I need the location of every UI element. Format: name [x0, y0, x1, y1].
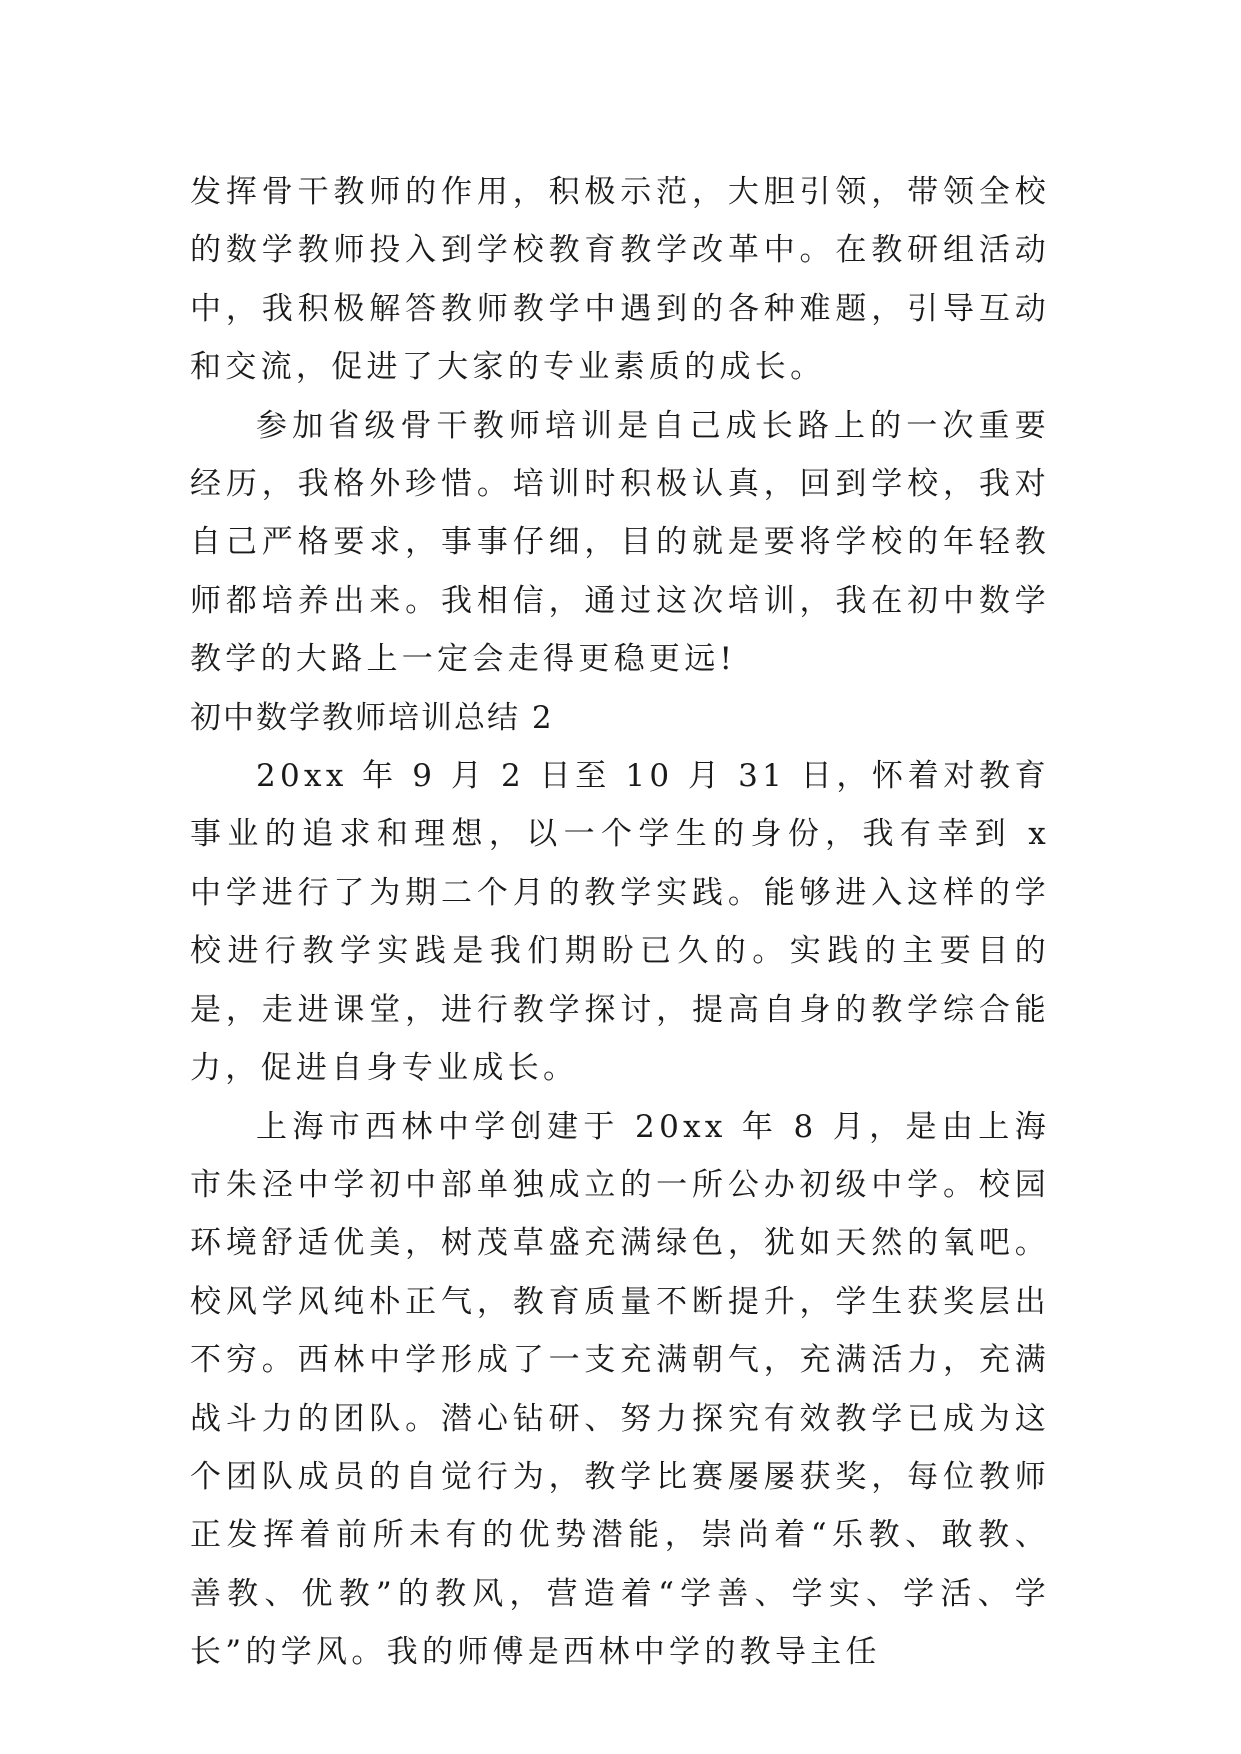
document-body: [190, 163, 1050, 1682]
section-title: 初中数学教师培训总结 2: [190, 699, 554, 736]
paragraph-practice-intro: 20xx 年 9 月 2 日至 10 月 31 日，怀着对教育事业的追求和理想，以一个学生的身份，我有幸到 x 中学进行了为期二个月的教学实践。能够进入这样的学校进行教学实践是我们期盼已久的。实践的主要目的是，走进课堂，进行教学探讨，提高自身的教学综合能力，促进自身专业成长。: [190, 758, 1050, 1087]
paragraph-school-description: 上海市西林中学创建于 20xx 年 8 月，是由上海市朱泾中学初中部单独成立的一所公办初级中学。校园环境舒适优美，树茂草盛充满绿色，犹如天然的氧吧。校风学风纯朴正气，教育质量不断提升，学生获奖层出不穷。西林中学形成了一支充满朝气，充满活力，充满战斗力的团队。潜心钻研、努力探究有效教学已成为这个团队成员的自觉行为，教学比赛屡屡获奖，每位教师正发挥着前所未有的优势潜能，崇尚着“乐教、敢教、善教、优教”的教风，营造着“学善、学实、学活、学长”的学风。我的师傅是西林中学的教导主任: [190, 1108, 1050, 1671]
paragraph-training-reflection: 参加省级骨干教师培训是自己成长路上的一次重要经历，我格外珍惜。培训时积极认真，回到学校，我对自己严格要求，事事仔细，目的就是要将学校的年轻教师都培养出来。我相信，通过这次培训，我在初中数学教学的大路上一定会走得更稳更远!: [190, 407, 1050, 678]
paragraph-continuation: 发挥骨干教师的作用，积极示范，大胆引领，带领全校的数学教师投入到学校教育教学改革中。在教研组活动中，我积极解答教师教学中遇到的各种难题，引导互动和交流，促进了大家的专业素质的成长。: [190, 174, 1050, 386]
